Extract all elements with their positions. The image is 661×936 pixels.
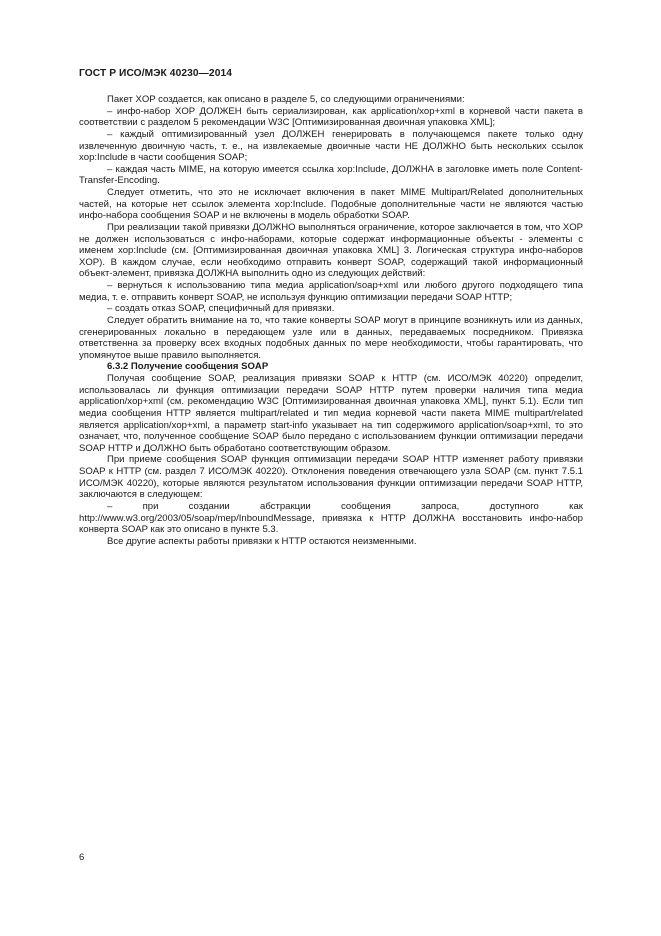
paragraph-note-extra-parts: Следует отметить, что это не исключает включения в пакет MIME Multipart/Related дополнительных частей, на которые нет ссылок элемента xop:Include. Подобные дополнительные части не являются частью инфо-набора сообщения SOAP и не включены в модель обработки SOAP.	[79, 187, 583, 222]
page-number: 6	[79, 852, 85, 863]
section-heading-6-3-2: 6.3.2 Получение сообщения SOAP	[107, 361, 269, 373]
paragraph-xop-intro: Пакет XOP создается, как описано в разделе 5, со следующими ограничениями:	[107, 94, 465, 105]
list-item-fallback-media-type: – вернуться к использованию типа медиа application/soap+xml или любого другого подходящего типа медиа, т. е. отправить конверт SOAP, не используя функцию оптимизации передачи SOAP HTTP;	[79, 280, 583, 303]
paragraph-receiving-soap: Получая сообщение SOAP, реализация привязки SOAP к HTTP (см. ИСО/МЭК 40220) определит, использовалась ли функция оптимизации передачи SOAP HTTP путем проверки наличия типа медиа application/xop+xml (см. рекомендацию W3C [Оптимизированная двоичная упаковка XML], пункт 5.1). Если тип медиа сообщения HTTP является multipart/related и тип медиа корневой части пакета MIME multipart/related является application/xop+xml, а параметр start-info указывает на тип содержимого application/soap+xml, то это означает, что, полученное сообщение SOAP было передано с использованием функции оптимизации передачи SOAP HTTP и ДОЛЖНО быть обработано соответствующим образом.	[79, 373, 583, 454]
list-item-xop-serialization: – инфо-набор XOP ДОЛЖЕН быть сериализирован, как application/xop+xml в корневой части пакета в соответствии с разделом 5 рекомендации W3C [Оптимизированная двоичная упаковка XML];	[79, 105, 583, 129]
paragraph-intermediary-note: Следует обратить внимание на то, что такие конверты SOAP могут в принципе возникнуть или из данных, сгенерированных локально в передающем узле или в данных, передаваемых посредником. Привязка ответственна за проверку всех входных подобных данных по мере необходимости, чтобы гарантировать, что упомянутое выше правило выполняется.	[79, 314, 583, 361]
paragraph-receive-deviations: При приеме сообщения SOAP функция оптимизации передачи SOAP HTTP изменяет работу привязки SOAP к HTTP (см. раздел 7 ИСО/МЭК 40220). Отклонения поведения отвечающего узла SOAP (см. пункт 7.5.1 ИСО/МЭК 40220), которые являются результатом использования функции оптимизации передачи SOAP HTTP, заключаются в следующем:	[79, 454, 583, 501]
document-header: ГОСТ Р ИСО/МЭК 40230—2014	[79, 68, 232, 79]
list-item-create-fault: – создать отказ SOAP, специфичный для привязки.	[107, 303, 335, 315]
list-item-optimized-node: – каждый оптимизированный узел ДОЛЖЕН генерировать в получающемся пакете только одну извлеченную двоичную часть, т. е., на извлекаемые двоичные части НЕ ДОЛЖНО быть нескольких ссылок xop:Include в части сообщения SOAP;	[79, 128, 583, 164]
list-item-inbound-message: – при создании абстракции сообщения запроса, доступного как http://www.w3.org/2003/05/soap/mep/InboundMessage, привязка к HTTP ДОЛЖНА восстановить инфо-набор конверта SOAP как это описано в пункте 5.3.	[79, 500, 583, 536]
paragraph-other-aspects: Все другие аспекты работы привязки к HTTP остаются неизменными.	[107, 535, 417, 547]
document-body	[79, 94, 583, 547]
list-item-mime-part: – каждая часть MIME, на которую имеется ссылка xop:Include, ДОЛЖНА в заголовке иметь поле Content-Transfer-Encoding.	[79, 163, 583, 187]
paragraph-binding-restriction: При реализации такой привязки ДОЛЖНО выполняться ограничение, которое заключается в том, что XOP не должен использоваться с инфо-наборами, которые содержат информационные объекты - элементы с именем xop:Include (см. [Оптимизированная двоичная упаковка XML] 3. Логическая структура инфо-наборов XOP). В каждом случае, если необходимо отправить конверт SOAP, содержащий такой информационный объект-элемент, привязка ДОЛЖНА выполнить одно из следующих действий:	[79, 221, 583, 280]
